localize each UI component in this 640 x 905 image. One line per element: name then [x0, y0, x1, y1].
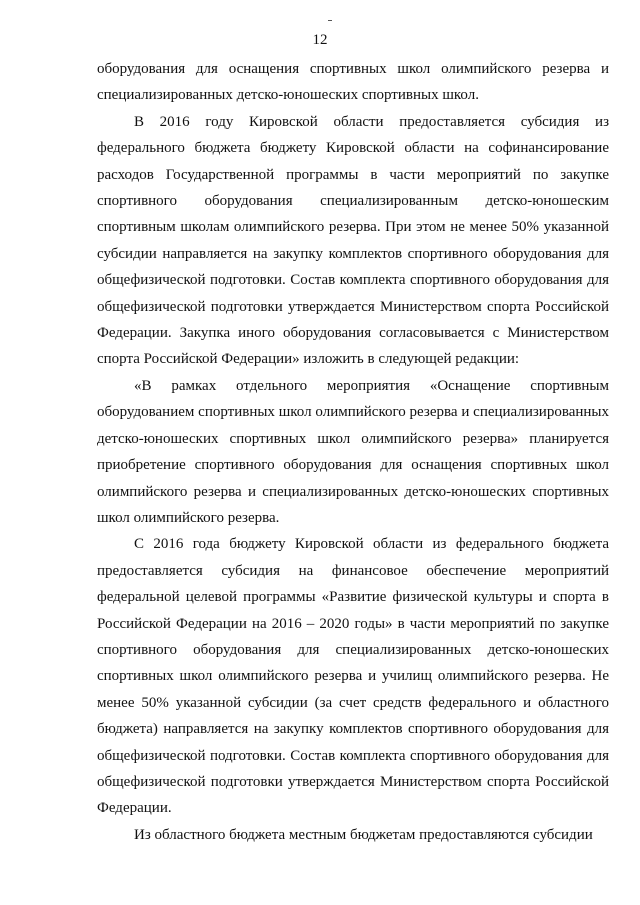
page-number: 12 [312, 32, 328, 48]
scan-mark [328, 20, 332, 21]
paragraph-subsidy-2016: В 2016 году Кировской области предоставляется субсидия из федерального бюджета бюджету Кировской области на софинансирование расходов Государственной программы в части мероприятий по закупке спортивного оборудования специализированным детско-юношеским спортивным школам олимпийского резерва. При этом не менее 50% указанной субсидии направляется на закупку комплектов спортивного оборудования для общефизической подготовки. Состав комплекта спортивного оборудования для общефизической подготовки утверждается Министерством спорта Российской Федерации. Закупка иного оборудования согласовывается с Министерством спорта Российской Федерации» изложить в следующей редакции: [97, 113, 609, 368]
paragraph-regional-budget: Из областного бюджета местным бюджетам предоставляются субсидии [134, 826, 593, 843]
paragraph-equipment-event: «В рамках отдельного мероприятия «Оснащение спортивным оборудованием спортивных школ олимпийского резерва и специализированных детско-юношеских спортивных школ олимпийского резерва» планируется приобретение спортивного оборудования для оснащения спортивных школ олимпийского резерва и специализированных детско-юношеских спортивных школ олимпийского резерва. [97, 377, 609, 526]
document-body [97, 56, 609, 848]
paragraph-continuation: оборудования для оснащения спортивных школ олимпийского резерва и специализированных детско-юношеских спортивных школ. [97, 61, 609, 104]
paragraph-federal-program: С 2016 года бюджету Кировской области из федерального бюджета предоставляется субсидия на финансовое обеспечение мероприятий федеральной целевой программы «Развитие физической культуры и спорта в Российской Федерации на 2016 – 2020 годы» в части мероприятий по закупке спортивного оборудования для специализированных детско-юношеских спортивных школ олимпийского резерва и училищ олимпийского резерва. Не менее 50% указанной субсидии (за счет средств федерального и областного бюджета) направляется на закупку комплектов спортивного оборудования для общефизической подготовки. Состав комплекта спортивного оборудования для общефизической подготовки утверждается Министерством спорта Российской Федерации. [97, 536, 609, 817]
